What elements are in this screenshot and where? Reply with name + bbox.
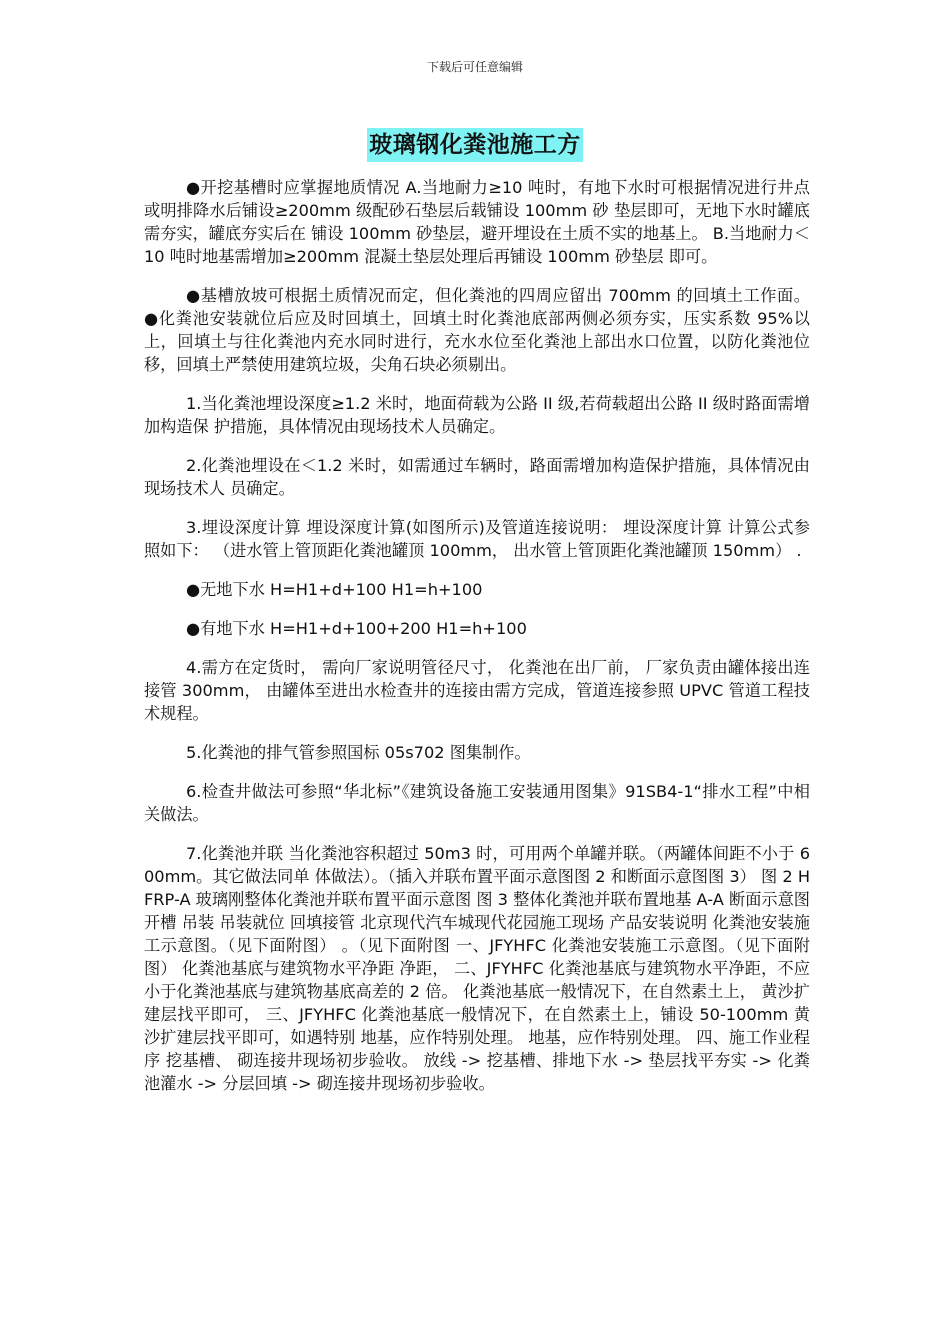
document-title: 玻璃钢化粪池施工方 bbox=[367, 128, 583, 162]
paragraph-inspection-well: 6.检查井做法可参照“华北标”《建筑设备施工安装通用图集》91SB4-1“排水工程”中相关做法。 bbox=[144, 782, 810, 824]
paragraph-slope-backfill: ●基槽放坡可根据土质情况而定，但化粪池的四周应留出 700mm 的回填土工作面。 ●化粪池安装就位后应及时回填土，回填土时化粪池底部两侧必须夯实，压实系数 95%以 上，回填土与往化粪池内充水同时进行，充水水位至化粪池上部出水口位置，以防化粪池位 移，回填土严禁使用建筑垃圾，尖角石块必须剔出。 bbox=[144, 286, 810, 374]
header-note: 下载后可任意编辑 bbox=[426, 60, 523, 74]
paragraph-formula-no-groundwater: ●无地下水 H=H1+d+100 H1=h+100 bbox=[186, 580, 483, 599]
paragraph-excavation: ●开挖基槽时应掌握地质情况 A.当地耐力≥10 吨时，有地下水时可根据情况进行井点或明排降水后铺设≥200mm 级配砂石垫层后载铺设 100mm 砂 垫层即可，无地下水时罐底需夯实，罐底夯实后在 铺设 100mm 砂垫层，避开埋设在土质不实的地基上。 B.当地耐力＜10 吨时地基需增加≥200mm 混凝土垫层处理后再铺设 100mm 砂垫层 即可。 bbox=[144, 178, 810, 266]
paragraph-shallow-depth: 2.化粪池埋设在＜1.2 米时，如需通过车辆时，路面需增加构造保护措施，具体情况由现场技术人 员确定。 bbox=[144, 456, 810, 498]
paragraph-depth-calculation: 3.埋设深度计算 埋设深度计算(如图所示)及管道连接说明： 埋设深度计算 计算公式参照如下： （进水管上管顶距化粪池罐顶 100mm， 出水管上管顶距化粪池罐顶 150mm） . bbox=[144, 518, 810, 560]
paragraph-formula-groundwater: ●有地下水 H=H1+d+100+200 H1=h+100 bbox=[186, 619, 527, 638]
paragraph-pipe-connection: 4.需方在定货时， 需向厂家说明管径尺寸， 化粪池在出厂前， 厂家负责由罐体接出连接管 300mm， 由罐体至进出水检查井的连接由需方完成，管道连接参照 UPVC 管道工程技术规程。 bbox=[144, 658, 810, 723]
title-container bbox=[0, 128, 950, 162]
paragraph-vent-pipe: 5.化粪池的排气管参照国标 05s702 图集制作。 bbox=[186, 743, 531, 762]
document-body bbox=[144, 176, 810, 1111]
paragraph-parallel-tanks: 7.化粪池并联 当化粪池容积超过 50m3 时，可用两个单罐并联。（两罐体间距不小于 600mm。其它做法同单 体做法）。（插入并联布置平面示意图图 2 和断面示意图图 3） 图 2 HFRP-A 玻璃刚整体化粪池并联布置平面示意图 图 3 整体化粪池并联布置地基 A-A 断面示意图 开槽 吊装 吊装就位 回填接管 北京现代汽车城现代花园施工现场 产品安装说明 化粪池安装施工示意图。（见下面附图） 。（见下面附图 一、JFYHFC 化粪池安装施工示意图。（见下面附图） 化粪池基底与建筑物水平净距 净距， 二、JFYHFC 化粪池基底与建筑物水平净距，不应小于化粪池基底与建筑物基底高差的 2 倍。 化粪池基底一般情况下，在自然素土上， 黄沙扩建层找平即可， 三、JFYHFC 化粪池基底一般情况下，在自然素土上，铺设 50-100mm 黄沙扩建层找平即可，如遇特别 地基，应作特别处理。 地基，应作特别处理。 四、施工作业程序 挖基槽、 砌连接井现场初步验收。 放线 -> 挖基槽、排地下水 -> 垫层找平夯实 -> 化粪池灌水 -> 分层回填 -> 砌连接井现场初步验收。 bbox=[144, 844, 810, 1093]
paragraph-depth-load: 1.当化粪池埋设深度≥1.2 米时，地面荷载为公路 II 级,若荷载超出公路 II 级时路面需增加构造保 护措施，具体情况由现场技术人员确定。 bbox=[144, 394, 810, 436]
